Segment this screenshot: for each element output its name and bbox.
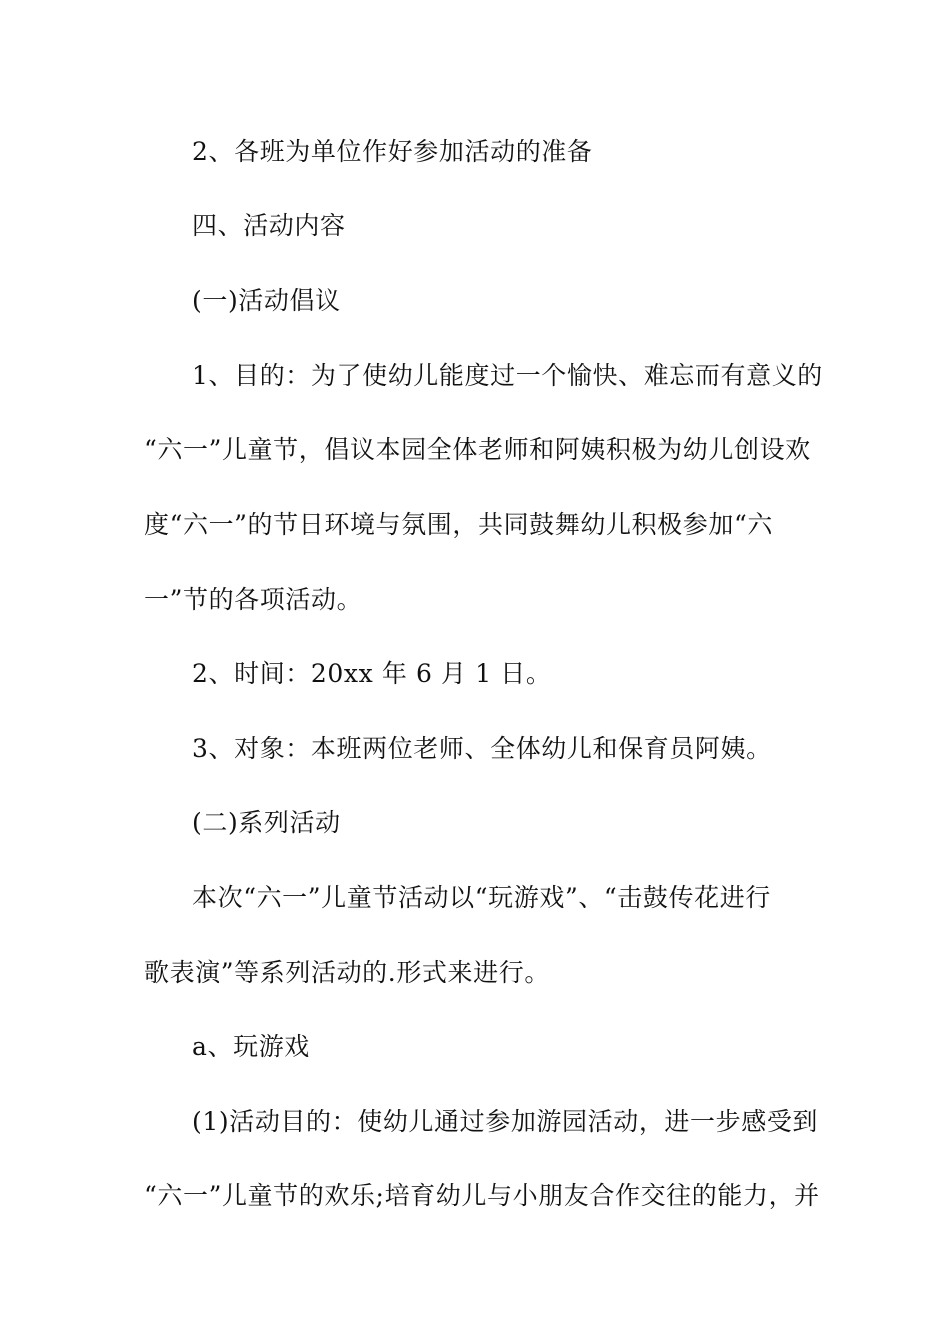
paragraph-line: 1、目的：为了使幼儿能度过一个愉快、难忘而有意义的 — [192, 361, 823, 390]
subsection-heading: (二)系列活动 — [192, 808, 341, 837]
paragraph-line: 2、时间：20xx 年 6 月 1 日。 — [192, 659, 552, 688]
item-heading: a、玩游戏 — [192, 1032, 310, 1061]
section-heading: 四、活动内容 — [192, 211, 346, 240]
paragraph-line: 本次“六一”儿童节活动以“玩游戏”、“击鼓传花进行 — [192, 883, 771, 912]
paragraph-line: (1)活动目的：使幼儿通过参加游园活动，进一步感受到 — [192, 1107, 819, 1136]
paragraph-line: “六一”儿童节的欢乐;培育幼儿与小朋友合作交往的能力，并 — [144, 1181, 820, 1210]
paragraph-line: 度“六一”的节日环境与氛围，共同鼓舞幼儿积极参加“六 — [144, 510, 773, 539]
paragraph-line: 歌表演”等系列活动的.形式来进行。 — [144, 958, 550, 987]
subsection-heading: (一)活动倡议 — [192, 286, 341, 315]
paragraph-line: 一”节的各项活动。 — [144, 585, 363, 614]
paragraph-line: 3、对象：本班两位老师、全体幼儿和保育员阿姨。 — [192, 734, 772, 763]
paragraph-line: “六一”儿童节，倡议本园全体老师和阿姨积极为幼儿创设欢 — [144, 435, 811, 464]
paragraph-line: 2、各班为单位作好参加活动的准备 — [192, 137, 593, 166]
